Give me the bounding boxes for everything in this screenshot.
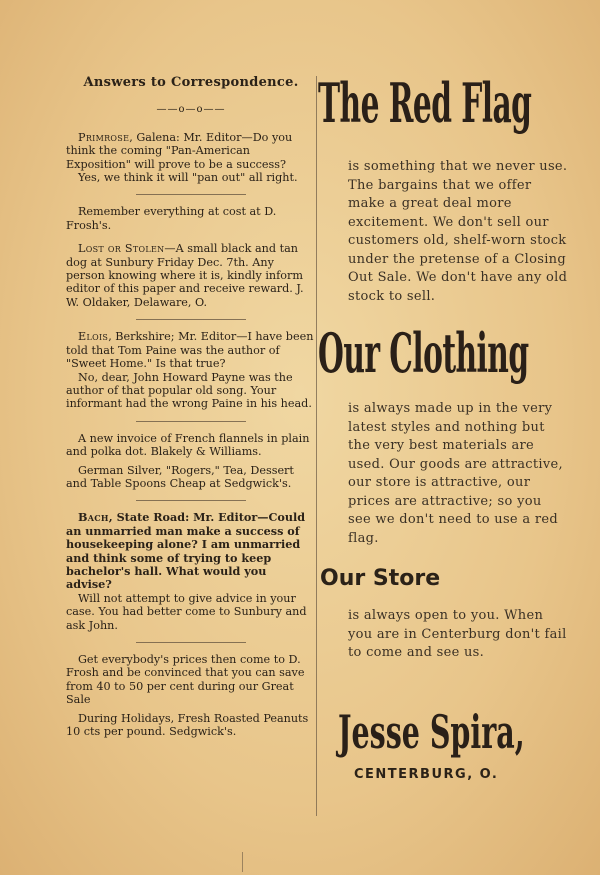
divider-rule bbox=[136, 642, 246, 643]
right-column bbox=[318, 71, 568, 782]
item-bach bbox=[66, 511, 316, 632]
item-lead: Bach bbox=[78, 510, 109, 525]
clothing-title: Our Clothing bbox=[318, 321, 529, 385]
item-text: , Berkshire; Mr. Editor—I have been told that Tom Paine was the author of "Sweet Home." Is that true? bbox=[66, 330, 314, 371]
divider-rule bbox=[136, 194, 246, 195]
item-lost-dog bbox=[66, 242, 316, 309]
item-text-secondary: German Silver, "Rogers," Tea, Dessert and Table Spoons Cheap at Sedgwick's. bbox=[66, 463, 294, 490]
item-answer: No, dear, John Howard Payne was the author of that popular old song. Your informant had the wrong Paine in his head. bbox=[66, 370, 312, 411]
divider-rule bbox=[136, 421, 246, 422]
item-text: A new invoice of French flannels in plain and polka dot. Blakely & Williams. bbox=[66, 431, 310, 459]
item-answer: Will not attempt to give advice in your case. You had better come to Sunbury and ask John. bbox=[66, 591, 307, 632]
city-name: CENTERBURG, O. bbox=[354, 766, 499, 782]
item-answer: Yes, we think it will "pan out" all right. bbox=[78, 171, 298, 185]
item-frosh-sale bbox=[66, 653, 316, 738]
fold-mark bbox=[242, 852, 243, 872]
left-column bbox=[66, 76, 316, 742]
correspondence-heading: Answers to Correspondence. bbox=[83, 75, 299, 90]
item-primrose bbox=[66, 131, 316, 185]
item-flannels bbox=[66, 432, 316, 491]
item-remember bbox=[66, 205, 316, 232]
item-text: Remember everything at cost at D. Frosh's. bbox=[66, 205, 277, 232]
ornament-divider: ——o—o—— bbox=[156, 104, 226, 116]
store-title: Our Store bbox=[320, 566, 441, 591]
item-lead: Lost or Stolen bbox=[78, 242, 165, 256]
item-text: , Galena: Mr. Editor—Do you think the coming "Pan-American Exposition" will prove to be a success? bbox=[66, 130, 293, 171]
divider-rule bbox=[136, 500, 246, 501]
clothing-text: is always made up in the very latest styles and nothing but the very best materials are used. Our goods are attractive, our store is attractive, our prices are attractive; so you see we don't need to use a red flag. bbox=[348, 401, 563, 546]
store-text: is always open to you. When you are in Centerburg don't fail to come and see us. bbox=[348, 608, 567, 660]
item-lead: Primrose bbox=[78, 130, 130, 144]
divider-rule bbox=[136, 319, 246, 320]
item-elois bbox=[66, 330, 316, 410]
red-flag-text: is something that we never use. The bargains that we offer make a great deal more excitement. We don't sell our customers old, shelf-worn stock under the pretense of a Closing Out Sale. We don't have any old stock to sell. bbox=[348, 159, 568, 304]
signature-jesse-spira: Jesse Spira, bbox=[338, 704, 525, 759]
item-text: Get everybody's prices then come to D. Frosh and be convinced that you can save from 40 to 50 per cent during our Great Sale bbox=[66, 653, 305, 707]
column-rule bbox=[316, 76, 317, 816]
red-flag-title: The Red Flag bbox=[318, 71, 532, 135]
item-text: —A small black and tan dog at Sunbury Friday Dec. 7th. Any person knowing where it is, kindly inform editor of this paper and receive reward. J. W. Oldaker, Delaware, O. bbox=[66, 242, 304, 309]
item-lead: Elois bbox=[78, 330, 109, 344]
item-text-secondary: During Holidays, Fresh Roasted Peanuts 10 cts per pound. Sedgwick's. bbox=[66, 711, 309, 739]
item-text: , State Road: Mr. Editor—Could an unmarried man make a success of housekeeping alone? I am unmarried and think some of trying to keep bachelor's hall. What would you advise? bbox=[66, 510, 306, 592]
